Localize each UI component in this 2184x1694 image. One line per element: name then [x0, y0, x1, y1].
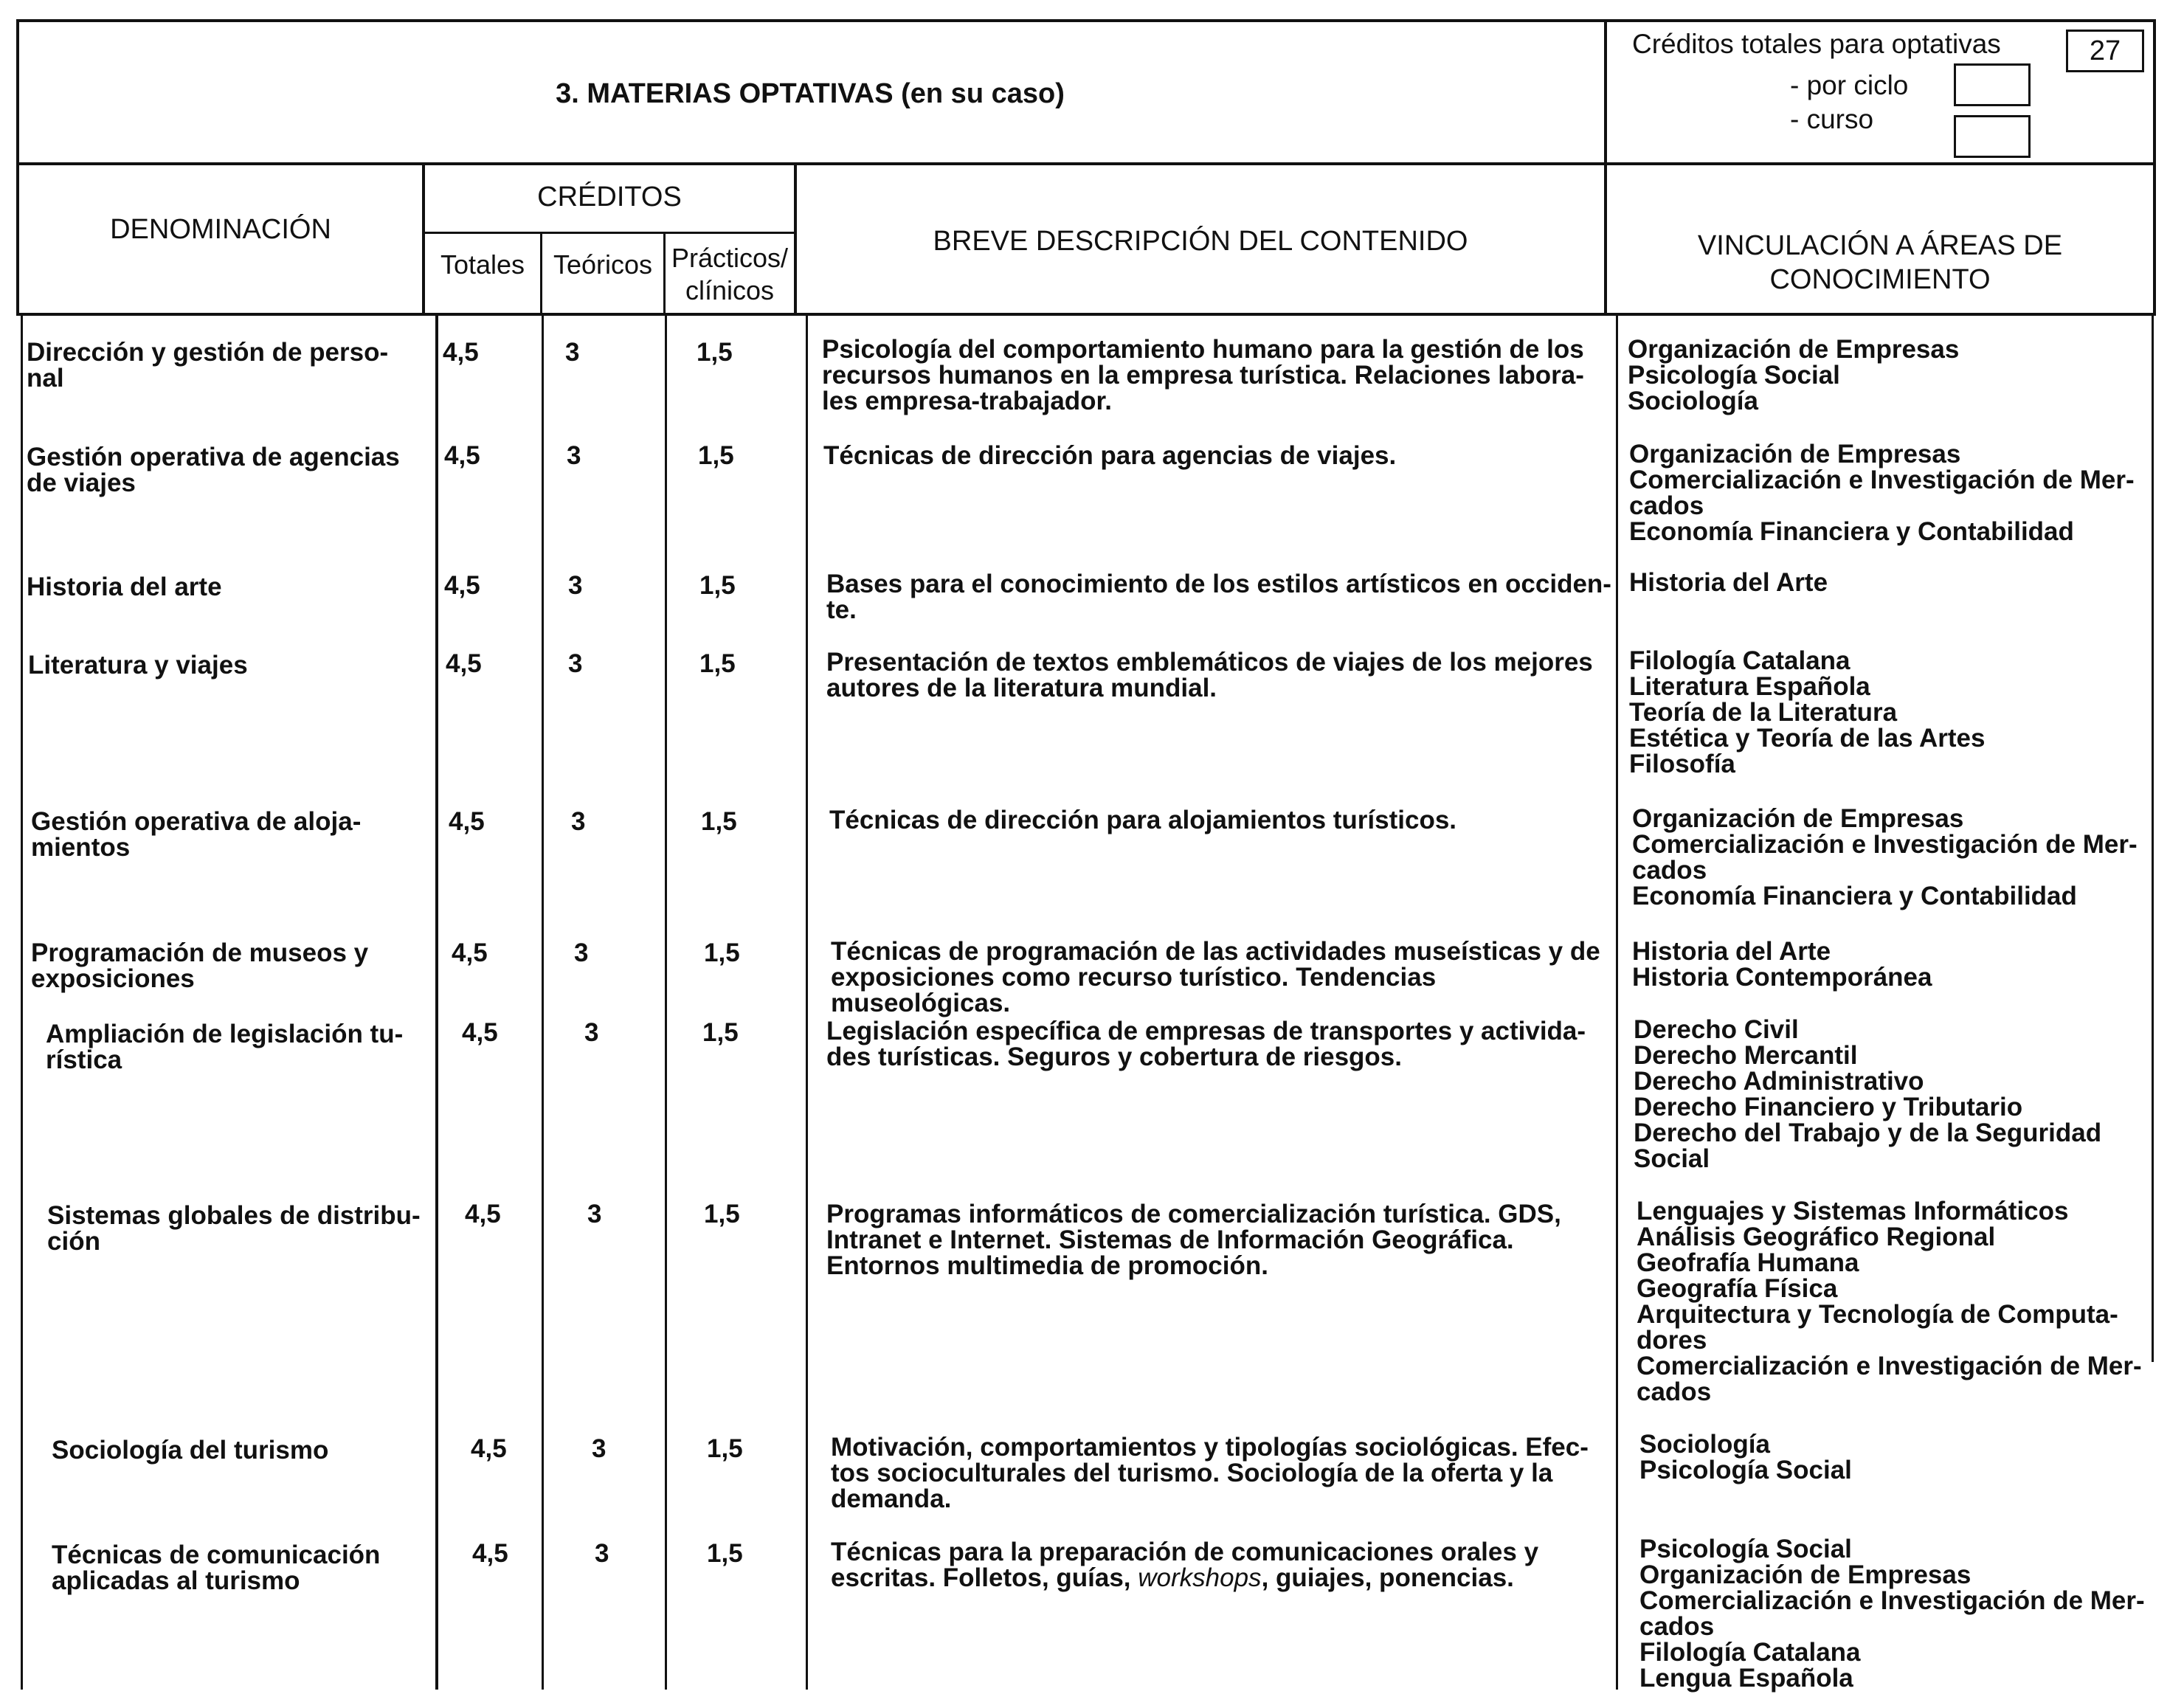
- row-areas: Psicología Social Organización de Empresas Comercialización e Investigación de Mer- cados Filología Catalana Lengua Española: [1639, 1535, 2145, 1693]
- row-name: Sistemas globales de distribu- ción: [47, 1201, 421, 1256]
- row-teoricos: 3: [587, 1200, 602, 1228]
- row-areas: Filología Catalana Literatura Española Teoría de la Literatura Estética y Teoría de las Artes Filosofía: [1629, 646, 1986, 778]
- body-line-denominacion: [435, 314, 438, 1690]
- row-practicos: 1,5: [704, 1200, 740, 1228]
- header-practicos: Prácticos/ clínicos: [671, 243, 789, 305]
- frame-right: [2153, 19, 2156, 314]
- row-description-post: , guiajes, ponencias.: [1261, 1563, 1514, 1592]
- row-practicos: 1,5: [704, 938, 740, 967]
- row-name: Literatura y viajes: [28, 651, 248, 680]
- page-title: 3. MATERIAS OPTATIVAS (en su caso): [556, 78, 1065, 109]
- row-name: Ampliación de legislación tu- rística: [46, 1020, 404, 1074]
- frame-top: [16, 19, 2156, 22]
- row-practicos: 1,5: [699, 649, 736, 678]
- row-teoricos: 3: [595, 1539, 609, 1568]
- row-teoricos: 3: [567, 441, 581, 470]
- credits-total-label: Créditos totales para optativas: [1632, 29, 2001, 59]
- row-description: Motivación, comportamientos y tipologías sociológicas. Efec- tos socioculturales del turismo. Sociología de la oferta y la demanda.: [831, 1433, 1589, 1513]
- row-totales: 4,5: [471, 1434, 507, 1463]
- row-totales: 4,5: [452, 938, 488, 967]
- row-practicos: 1,5: [702, 1018, 739, 1047]
- row-totales: 4,5: [446, 649, 482, 678]
- row-description: [831, 1539, 1616, 1591]
- row-description: Programas informáticos de comercialización turística. GDS, Intranet e Internet. Sistemas de Información Geográfica. Entornos multimedia de promoción.: [826, 1200, 1561, 1280]
- row-areas: Organización de Empresas Comercialización e Investigación de Mer- cados Economía Financiera y Contabilidad: [1629, 440, 2135, 546]
- row-areas: Lenguajes y Sistemas Informáticos Análisis Geográfico Regional Geofrafía Humana Geografía Física Arquitectura y Tecnología de Computa- dores Comercialización e Investigación de Mer- cados: [1637, 1197, 2142, 1406]
- body-line-left: [21, 314, 23, 1690]
- curso-label: - curso: [1790, 104, 1874, 134]
- row-totales: 4,5: [472, 1539, 508, 1568]
- row-totales: 4,5: [443, 338, 479, 367]
- row-description: Técnicas de dirección para alojamientos turísticos.: [829, 806, 1457, 834]
- row-totales: 4,5: [444, 571, 480, 600]
- row-description-pre: Técnicas para la preparación de comunicaciones orales y escritas. Folletos, guías,: [831, 1538, 1539, 1592]
- row-practicos: 1,5: [701, 807, 737, 836]
- row-name: Dirección y gestión de perso- nal: [27, 338, 389, 393]
- curso-box: [1954, 115, 2031, 158]
- row-teoricos: 3: [565, 338, 580, 367]
- row-totales: 4,5: [462, 1018, 498, 1047]
- row-teoricos: 3: [571, 807, 586, 836]
- por-ciclo-box: [1954, 63, 2031, 106]
- header-teoricos: Teóricos: [553, 249, 653, 280]
- row-practicos: 1,5: [707, 1434, 743, 1463]
- header-vinculacion: VINCULACIÓN A ÁREAS DE CONOCIMIENTO: [1697, 230, 2063, 295]
- row-name: Gestión operativa de aloja- mientos: [31, 807, 362, 862]
- row-areas: Sociología Psicología Social: [1639, 1430, 1852, 1484]
- row-description-emphasis: workshops: [1138, 1563, 1262, 1592]
- row-practicos: 1,5: [697, 338, 733, 367]
- row-description: Psicología del comportamiento humano para la gestión de los recursos humanos en la empresa turística. Relaciones labora- les empresa-trabajador.: [822, 335, 1584, 415]
- row-totales: 4,5: [444, 441, 480, 470]
- row-teoricos: 3: [574, 938, 589, 967]
- row-areas: Organización de Empresas Psicología Social Sociología: [1628, 335, 1960, 415]
- header-denominacion: DENOMINACIÓN: [110, 214, 331, 245]
- row-teoricos: 3: [592, 1434, 607, 1463]
- header-creditos: CRÉDITOS: [537, 182, 682, 212]
- body-line-totales: [542, 314, 544, 1690]
- frame-left: [16, 19, 19, 314]
- body-line-practicos: [806, 314, 808, 1690]
- header-divider: [16, 162, 2156, 165]
- row-areas: Historia del Arte: [1629, 568, 1828, 597]
- header-descripcion: BREVE DESCRIPCIÓN DEL CONTENIDO: [933, 226, 1468, 257]
- row-name: Gestión operativa de agencias de viajes: [27, 443, 400, 497]
- row-practicos: 1,5: [707, 1539, 743, 1568]
- credits-total-value: 27: [2089, 35, 2121, 66]
- row-description: Presentación de textos emblemáticos de viajes de los mejores autores de la literatura mundial.: [826, 648, 1593, 702]
- row-description: Técnicas de dirección para agencias de viajes.: [823, 441, 1397, 470]
- row-description: Técnicas de programación de las actividades museísticas y de exposiciones como recurso turístico. Tendencias museológicas.: [831, 937, 1600, 1017]
- row-teoricos: 3: [568, 571, 583, 600]
- row-name: Historia del arte: [27, 573, 222, 601]
- row-totales: 4,5: [449, 807, 485, 836]
- row-description: Bases para el conocimiento de los estilos artísticos en occiden- te.: [826, 570, 1611, 624]
- row-name: Programación de museos y exposiciones: [31, 938, 369, 993]
- row-name: Técnicas de comunicación aplicadas al turismo: [52, 1541, 381, 1595]
- row-areas: Organización de Empresas Comercialización e Investigación de Mer- cados Economía Financiera y Contabilidad: [1632, 804, 2138, 910]
- row-teoricos: 3: [568, 649, 583, 678]
- body-line-teoricos: [665, 314, 667, 1690]
- creditos-sub-divider: [422, 232, 795, 234]
- row-areas: Derecho Civil Derecho Mercantil Derecho Administrativo Derecho Financiero y Tributario Derecho del Trabajo y de la Seguridad Social: [1634, 1015, 2102, 1173]
- row-practicos: 1,5: [698, 441, 734, 470]
- por-ciclo-label: - por ciclo: [1790, 70, 1909, 100]
- row-totales: 4,5: [465, 1200, 501, 1228]
- header-totales: Totales: [440, 249, 525, 280]
- column-header-bottom: [16, 313, 2156, 316]
- row-description: Legislación específica de empresas de transportes y activida- des turísticas. Seguros y cobertura de riesgos.: [826, 1017, 1586, 1071]
- row-name: Sociología del turismo: [52, 1436, 329, 1465]
- row-practicos: 1,5: [699, 571, 736, 600]
- row-areas: Historia del Arte Historia Contemporánea: [1632, 937, 1932, 992]
- row-teoricos: 3: [584, 1018, 599, 1047]
